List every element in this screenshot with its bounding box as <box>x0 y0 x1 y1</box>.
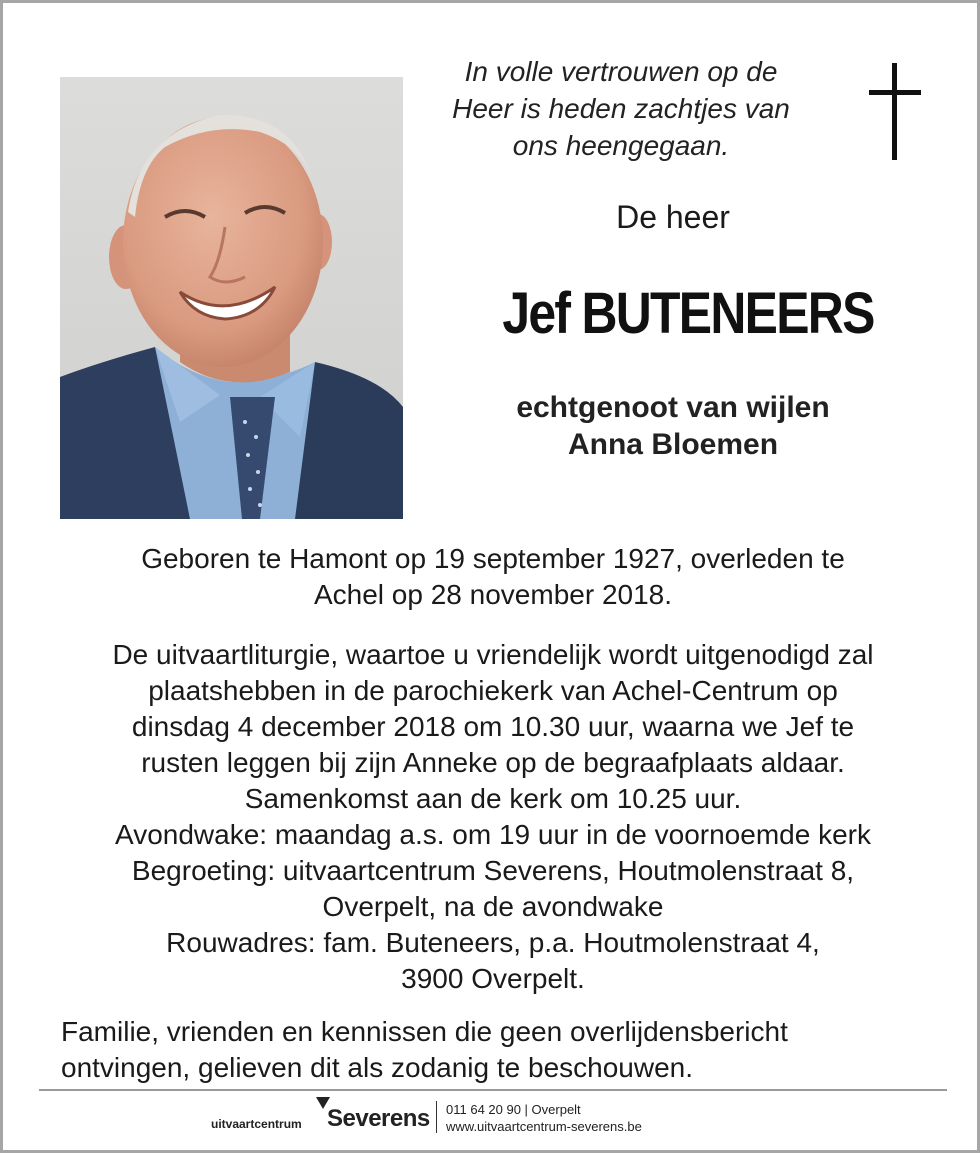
birth-line: Geboren te Hamont op 19 september 1927, overleden te <box>141 543 845 574</box>
details-line: Begroeting: uitvaartcentrum Severens, Houtmolenstraat 8, <box>131 855 855 886</box>
salutation: De heer <box>616 199 730 235</box>
opening-quote <box>411 53 831 164</box>
quote-line: ons heengegaan. <box>512 130 730 161</box>
logo-small-text: uitvaartcentrum <box>211 1117 302 1131</box>
details-line: plaatshebben in de parochiekerk van Achel-Centrum op <box>148 675 838 706</box>
details-line: Rouwadres: fam. Buteneers, p.a. Houtmolenstraat 4, <box>166 927 820 958</box>
contact-info <box>446 1101 642 1135</box>
closing-line: Familie, vrienden en kennissen die geen overlijdensbericht <box>61 1016 788 1047</box>
details-line: Overpelt, na de avondwake <box>322 891 664 922</box>
details-line: De uitvaartliturgie, waartoe u vriendelijk wordt uitgenodigd zal <box>112 639 874 670</box>
details-line: 3900 Overpelt. <box>401 963 585 994</box>
closing-line: ontvingen, gelieven dit als zodanig te beschouwen. <box>61 1052 693 1083</box>
quote-line: Heer is heden zachtjes van <box>452 93 790 124</box>
funeral-details <box>33 637 953 997</box>
deceased-name: Jef BUTENEERS <box>502 281 874 346</box>
details-line: Avondwake: maandag a.s. om 19 uur in de voornoemde kerk <box>115 819 871 850</box>
portrait-photo <box>60 77 403 519</box>
details-line: Samenkomst aan de kerk om 10.25 uur. <box>244 783 742 814</box>
footer-divider <box>39 1089 947 1091</box>
cross-icon <box>865 63 925 163</box>
logo-brand-text: Severens <box>327 1105 430 1132</box>
website-link[interactable]: www.uitvaartcentrum-severens.be <box>446 1119 642 1134</box>
spouse-info <box>433 389 913 463</box>
spouse-line: echtgenoot van wijlen <box>516 391 830 424</box>
footer <box>3 1095 977 1145</box>
birth-line: Achel op 28 november 2018. <box>313 579 673 610</box>
details-line: rusten leggen bij zijn Anneke op de begraafplaats aldaar. <box>141 747 845 778</box>
footer-separator <box>436 1101 437 1133</box>
phone-line: 011 64 20 90 | Overpelt <box>446 1102 581 1117</box>
quote-line: In volle vertrouwen op de <box>464 56 778 87</box>
birth-death-info <box>43 541 943 613</box>
spouse-line: Anna Bloemen <box>567 428 779 461</box>
details-line: dinsdag 4 december 2018 om 10.30 uur, waarna we Jef te <box>131 711 855 742</box>
closing-note <box>61 1014 941 1086</box>
